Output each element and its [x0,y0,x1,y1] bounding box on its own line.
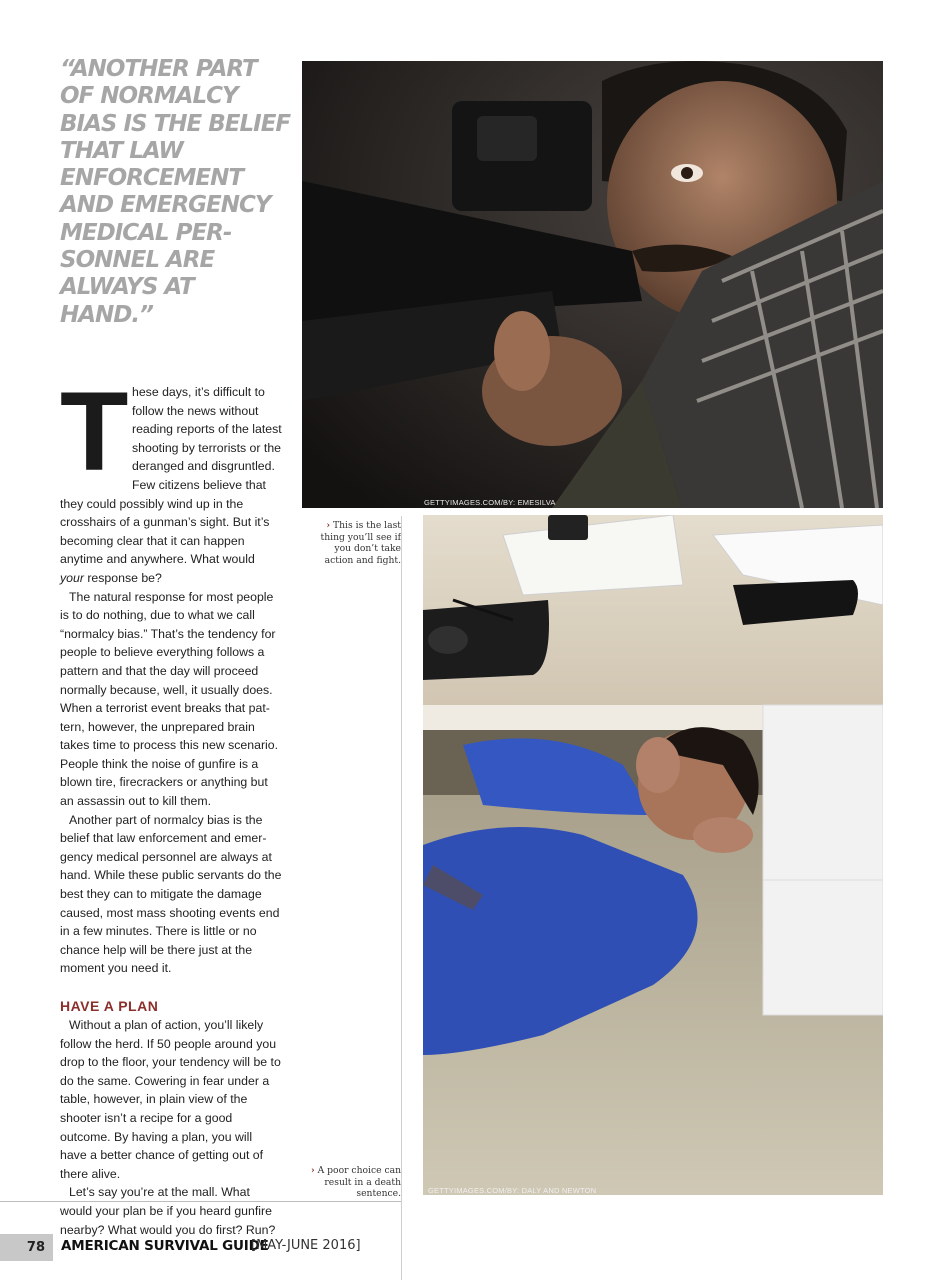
column-divider [401,516,402,1280]
issue-date: [MAY-JUNE 2016] [251,1238,361,1253]
footer-rule [0,1201,401,1202]
photo-credit: GETTYIMAGES.COM/BY: EMESILVA [424,498,556,507]
paragraph-4: Without a plan of action, you’ll likely follow the herd. If 50 people around you drop to the floor, your tendency will be to do the same. Cowering in fear under a table, however, in plain view of the shooter isn’t a recipe for a good outcome. By having a plan, you will have a better chance of getting out of there alive. [60,1018,281,1181]
paragraph-5: Let’s say you’re at the mall. What would your plan be if you heard gunfire nearby? What would you do first? Run? [60,1185,276,1237]
gunman-photo [302,61,883,508]
page-footer [0,1234,944,1262]
photo-caption: › A poor choice can result in a death sentence. [311,1165,401,1199]
paragraph-2: The natural response for most people is to do nothing, due to what we call “normalcy bias.” That’s the tendency for people to believe everything follows a pattern and that the day will proceed normally because, well, it usually does. When a terrorist event breaks that pat-tern, however, the unprepared brain takes time to process this new scenario. People think the noise of gunfire is a blown tire, firecrackers or anything but an assassin out to kill them. [60,589,279,809]
page-number: 78 [0,1234,53,1261]
paragraph-1: hese days, it’s difficult to follow the news without reading reports of the latest shooting by terrorists or the deranged and disgruntled. Few citizens believe that they could possibly wind up in the crosshairs of a gunman’s sight. But it’s becoming clear that it can happen anytime and anywhere. What would your response be? [60,385,282,585]
chevron-icon: › [311,1165,315,1176]
article-body [60,369,282,1239]
photo-caption: › This is the last thing you’ll see if you don’t take action and fight. [320,520,401,566]
section-heading: HAVE A PLAN [60,998,159,1014]
drop-cap: T [60,369,129,494]
pull-quote: “ANOTHER PART OF NORMALCY BIAS IS THE BELIEF THAT LAW ENFORCEMENT AND EMERGENCY MEDICAL PER-SONNEL ARE ALWAYS AT HAND.” [60,56,291,328]
cowering-man-photo [423,515,883,1195]
photo-credit: GETTYIMAGES.COM/BY: DALY AND NEWTON [428,1186,597,1195]
paragraph-3: Another part of normalcy bias is the belief that law enforcement and emer-gency medical personnel are always at hand. While these public servants do the best they can to mitigate the damage caused, most mass shooting events end in a few minutes. There is little or no chance help will be there just at the moment you need it. [60,812,282,976]
chevron-icon: › [326,520,331,531]
magazine-title: AMERICAN SURVIVAL GUIDE [61,1238,269,1254]
